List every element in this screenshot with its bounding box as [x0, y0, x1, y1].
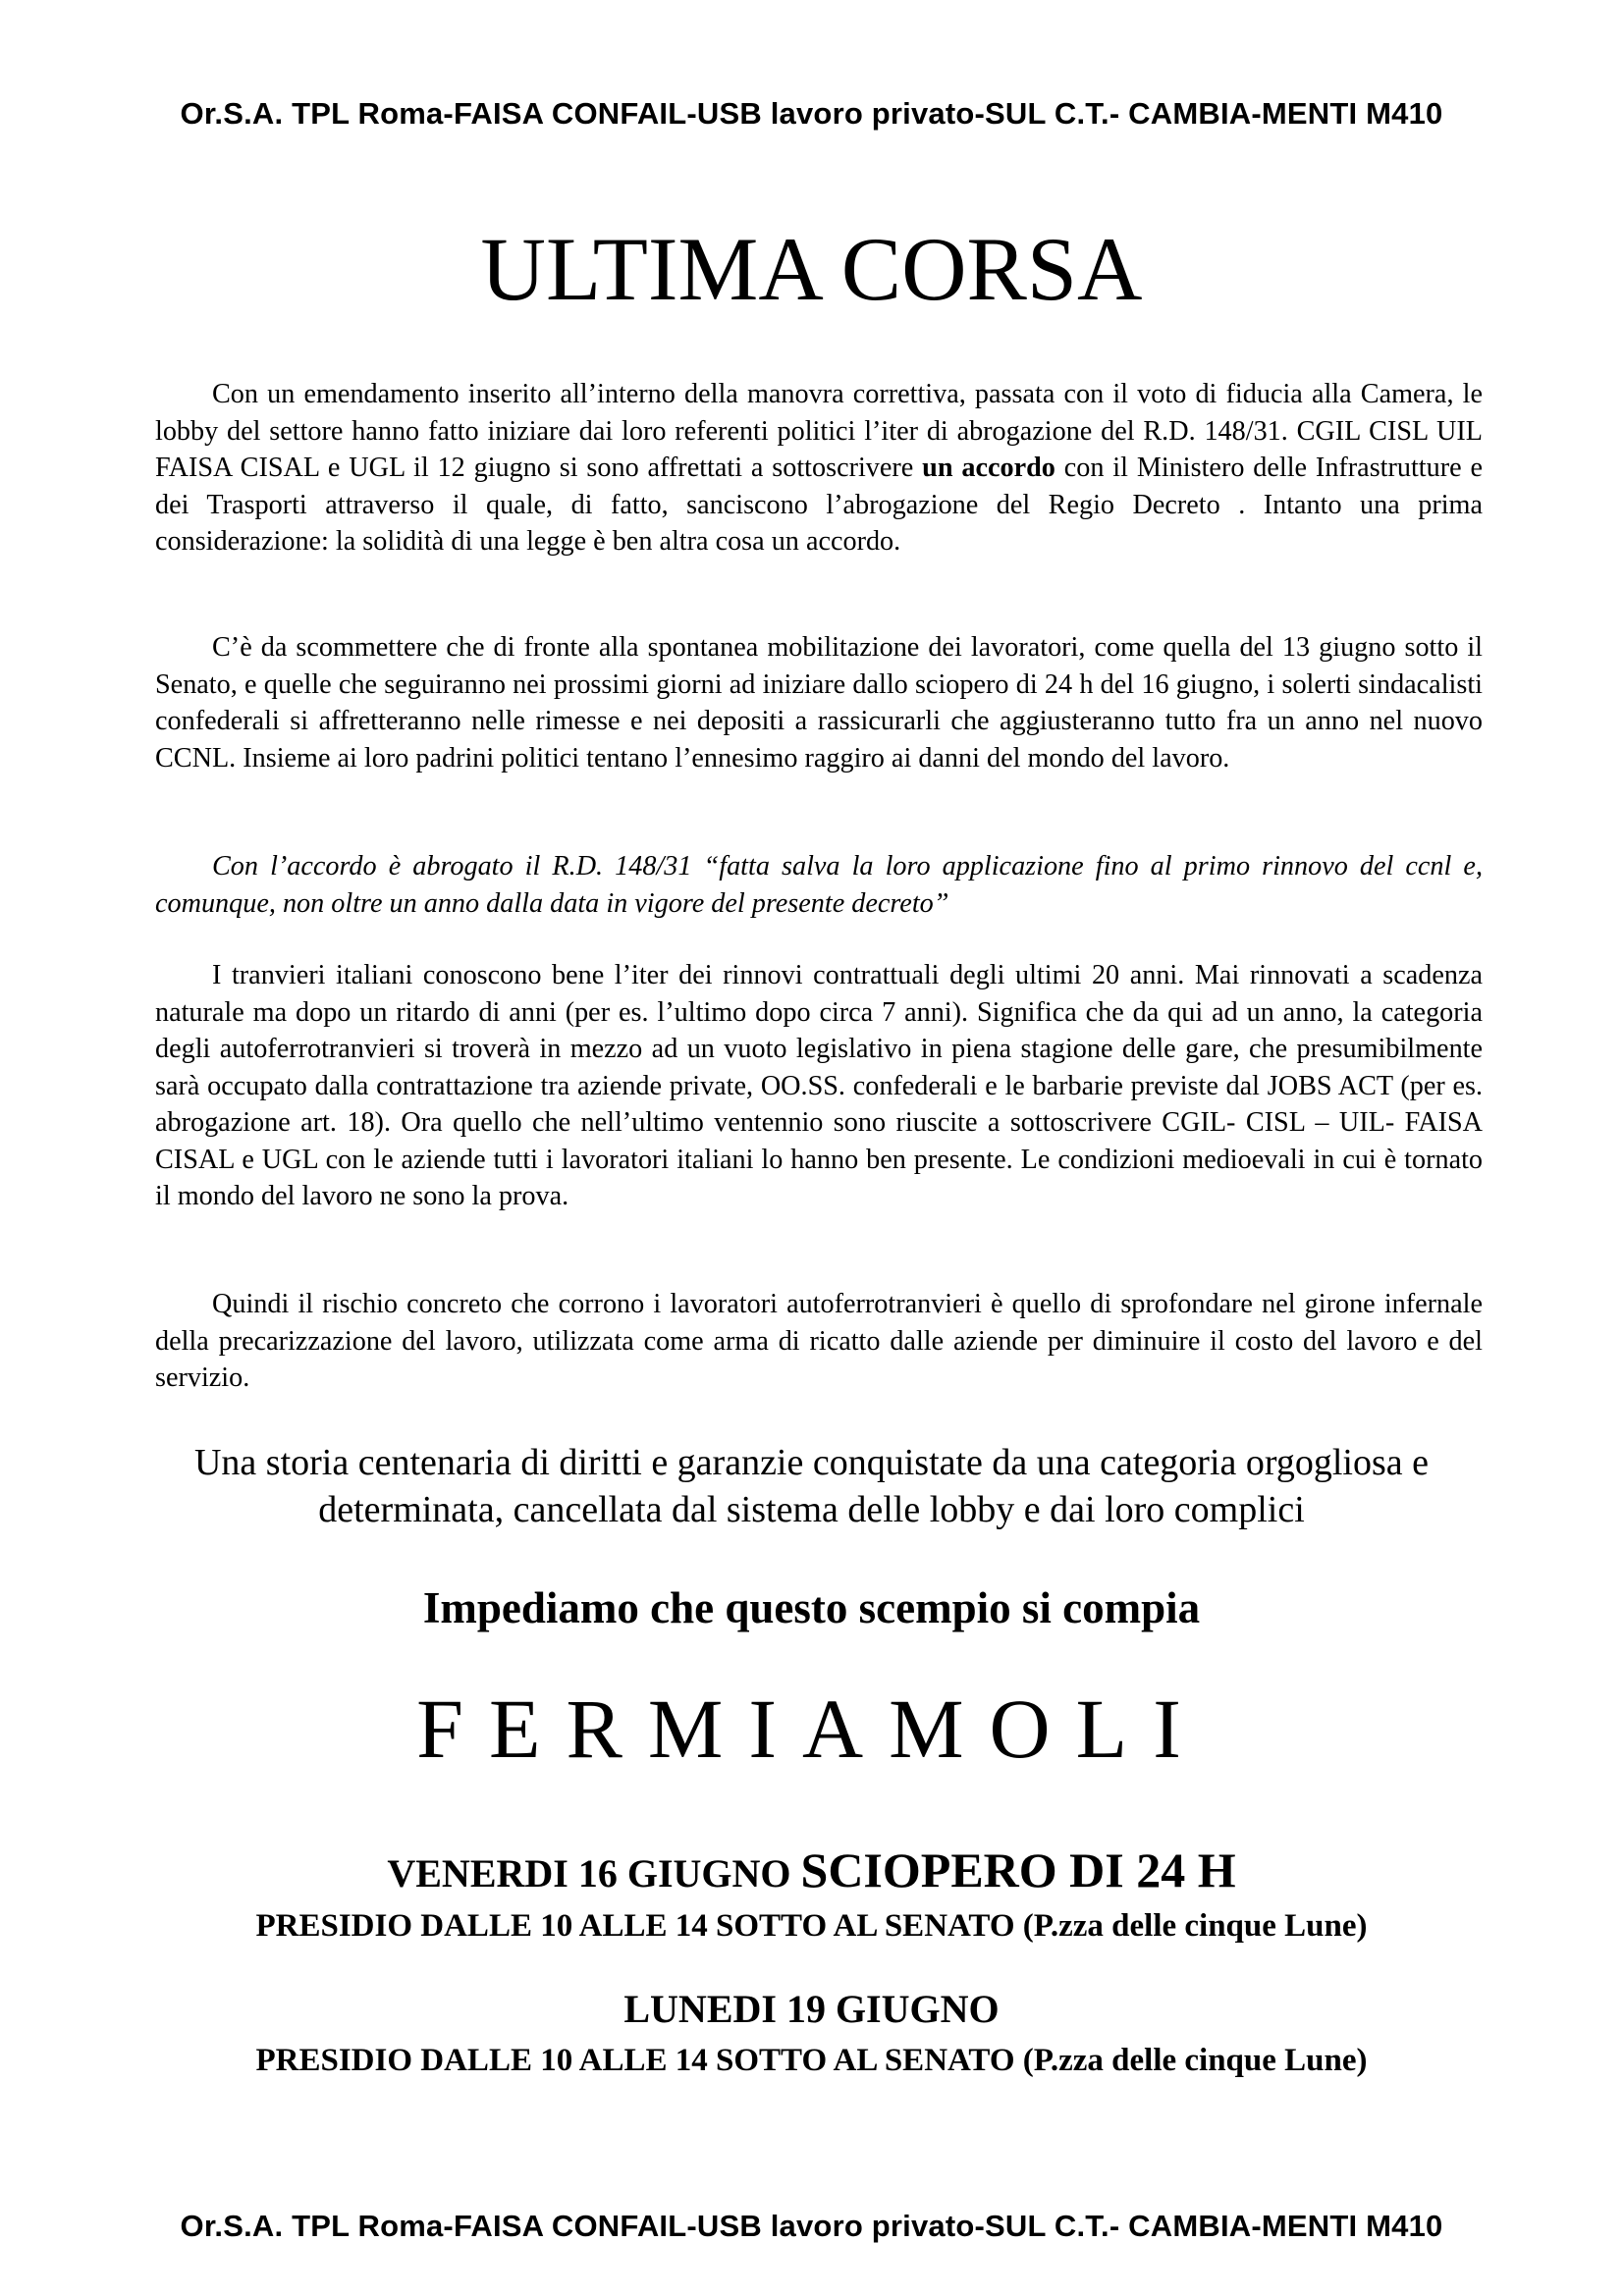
event-presidio-2: PRESIDIO DALLE 10 ALLE 14 SOTTO AL SENATO (P.zza delle cinque Lune) [255, 2043, 1368, 2078]
paragraph-accordo-quote: Con l’accordo è abrogato il R.D. 148/31 “fatta salva la loro applicazione fino al primo rinnovo del ccnl e, comunque, non oltre un anno dalla data in vigore del presente decreto” [155, 851, 1483, 919]
paragraph-mobilitazione: C’è da scommettere che di fronte alla spontanea mobilitazione dei lavoratori, come quella del 13 giugno sotto il Senato, e quelle che seguiranno nei prossimi giorni ad iniziare dallo sciopero di 24 h del 16 giugno, i solerti sindacalisti confederali si affretteranno nelle rimesse e nei depositi a rassicurarli che aggiusteranno tutto fra un anno nel nuovo CCNL. Insieme ai loro padrini politici tentano l’ennesimo raggiro ai danni del mondo del lavoro. [155, 632, 1483, 774]
story-line-2: determinata, cancellata dal sistema delle lobby e dai loro complici [318, 1489, 1305, 1530]
event-presidio-1: PRESIDIO DALLE 10 ALLE 14 SOTTO AL SENATO (P.zza delle cinque Lune) [255, 1908, 1368, 1944]
header-unions: Or.S.A. TPL Roma-FAISA CONFAIL-USB lavoro privato-SUL C.T.- CAMBIA-MENTI M410 [180, 96, 1443, 131]
call-to-action: Impediamo che questo scempio si compia [422, 1583, 1201, 1632]
event-strike: SCIOPERO DI 24 H [800, 1842, 1236, 1897]
event-day-1: VENERDI 16 GIUGNO [387, 1851, 801, 1896]
page-title: ULTIMA CORSA [480, 219, 1143, 319]
event-strike-line [0, 1842, 1623, 1898]
paragraph-rischio: Quindi il rischio concreto che corrono i lavoratori autoferrotranvieri è quello di sprofondare nel girone infernale della precarizzazione del lavoro, utilizzata come arma di ricatto dalle aziende per diminuire il costo del lavoro e del servizio. [155, 1289, 1483, 1393]
paragraph-emendamento-part1: Con un emendamento inserito all’interno della manovra correttiva, passata con il voto di fiducia alla Camera, le lobby del settore hanno fatto iniziare dai loro referenti politici l’iter di abrogazione del R.D. 148/31. CGIL CISL UIL FAISA CISAL e UGL il 12 giugno si sono affrettati a sottoscrivere [155, 379, 1483, 483]
event-day-2: LUNEDI 19 GIUGNO [623, 1987, 1000, 2031]
paragraph-emendamento-bold: un accordo [922, 453, 1055, 483]
fermiamoli-headline: FERMIAMOLI [416, 1682, 1207, 1776]
paragraph-emendamento [155, 376, 1483, 561]
paragraph-emendamento-part2: con il Ministero delle Infrastrutture e dei Trasporti attraverso il quale, di fatto, sanciscono l’abrogazione del Regio Decreto . Intanto una prima considerazione: la solidità di una legge è ben altra cosa un accordo. [155, 453, 1483, 557]
story-line-1: Una storia centenaria di diritti e garanzie conquistate da una categoria orgogliosa e [193, 1442, 1429, 1483]
story-statement [79, 1439, 1544, 1533]
paragraph-tranvieri: I tranvieri italiani conoscono bene l’iter dei rinnovi contrattuali degli ultimi 20 anni. Mai rinnovati a scadenza naturale ma dopo un ritardo di anni (per es. l’ultimo dopo circa 7 anni). Significa che da qui ad un anno, la categoria degli autoferrotranvieri si troverà in mezzo ad un vuoto legislativo in piena stagione delle gare, che presumibilmente sarà occupato dalla contrattazione tra aziende private, OO.SS. confederali e le barbarie previste dal JOBS ACT (per es. abrogazione art. 18). Ora quello che nell’ultimo ventennio sono riuscite a sottoscrivere CGIL- CISL – UIL- FAISA CISAL e UGL con le aziende tutti i lavoratori italiani lo hanno ben presente. Le condizioni medioevali in cui è tornato il mondo del lavoro ne sono la prova. [155, 960, 1483, 1211]
footer-unions: Or.S.A. TPL Roma-FAISA CONFAIL-USB lavoro privato-SUL C.T.- CAMBIA-MENTI M410 [180, 2209, 1443, 2243]
